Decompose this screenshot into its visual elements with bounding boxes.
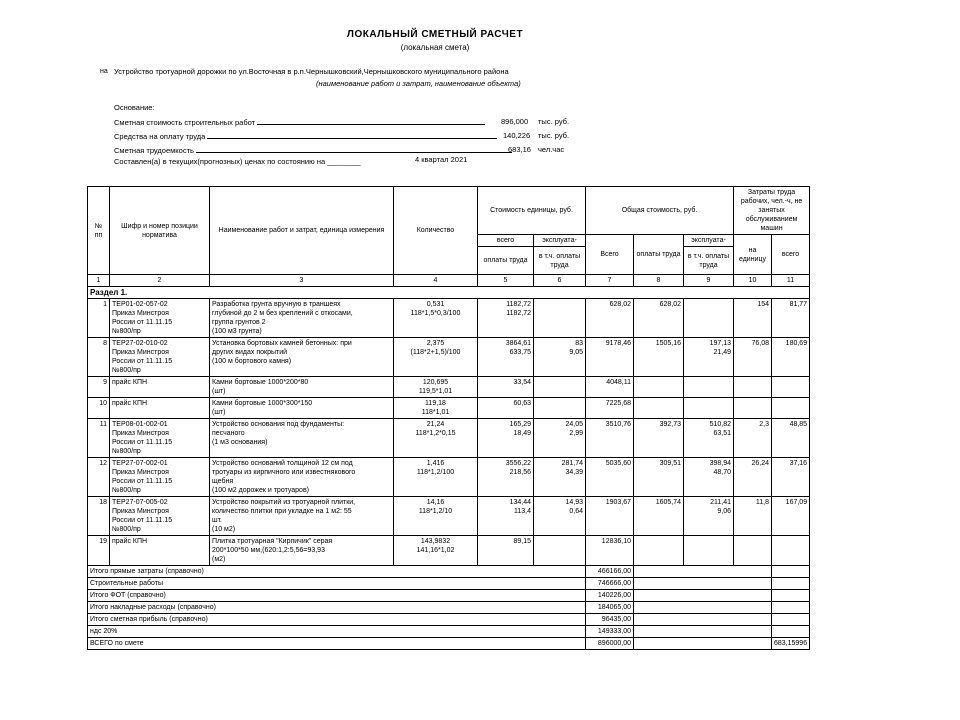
row-qty: 143,9832 141,16*1,02 bbox=[394, 536, 478, 566]
row-total-all: 628,02 bbox=[586, 299, 634, 338]
document-subtitle: (локальная смета) bbox=[400, 43, 470, 52]
row-qty: 120,695 119,5*1,01 bbox=[394, 377, 478, 398]
build-cost-value: 896,000 bbox=[501, 117, 529, 126]
total-row bbox=[88, 602, 810, 614]
total-label: Итого сметная прибыль (справочно) bbox=[88, 614, 586, 626]
row-labor-per-unit: 11,8 bbox=[734, 497, 772, 536]
column-number: 5 bbox=[478, 275, 534, 287]
section-row bbox=[88, 287, 810, 299]
build-cost-label: Сметная стоимость строительных работ bbox=[114, 118, 256, 127]
row-total-all: 9178,46 bbox=[586, 338, 634, 377]
object-name: Устройство тротуарной дорожки по ул.Восточная в р.п.Чернышковский,Чернышковского муниципального района bbox=[114, 67, 509, 76]
header-name: Наименование работ и затрат, единица измерения bbox=[210, 187, 394, 275]
row-code: ТЕР27-07-005-02 Приказ Минстроя России от 11.11.15 №800/пр bbox=[110, 497, 210, 536]
header-labor-per-unit: на единицу bbox=[734, 235, 772, 275]
row-total-operation bbox=[684, 299, 734, 338]
build-cost-unit: тыс. руб. bbox=[538, 117, 570, 126]
column-number: 11 bbox=[772, 275, 810, 287]
row-total-all: 4048,11 bbox=[586, 377, 634, 398]
row-total-operation: 510,82 63,51 bbox=[684, 419, 734, 458]
total-labor bbox=[772, 614, 810, 626]
row-total-labor-pay bbox=[634, 536, 684, 566]
column-number: 2 bbox=[110, 275, 210, 287]
total-row bbox=[88, 614, 810, 626]
table-row bbox=[88, 536, 810, 566]
row-total-operation bbox=[684, 536, 734, 566]
row-total-labor-pay bbox=[634, 398, 684, 419]
build-cost-line bbox=[114, 117, 485, 127]
row-code: ТЕР01-02-057-02 Приказ Минстроя России от 11.11.15 №800/пр bbox=[110, 299, 210, 338]
row-total-labor-pay: 628,02 bbox=[634, 299, 684, 338]
table-header-row bbox=[88, 187, 810, 235]
row-number: 10 bbox=[88, 398, 110, 419]
row-name: Плитка тротуарная "Кирпичик" серая 200*100*50 мм,(620:1,2:5,56=93,93 (м2) bbox=[210, 536, 394, 566]
total-labor: 683,15996 bbox=[772, 638, 810, 650]
column-number: 1 bbox=[88, 275, 110, 287]
header-unit-cost: Стоимость единицы, руб. bbox=[478, 187, 586, 235]
row-code: ТЕР27-02-010-02 Приказ Минстроя России от 11.11.15 №800/пр bbox=[110, 338, 210, 377]
row-unit-operation bbox=[534, 299, 586, 338]
column-number: 7 bbox=[586, 275, 634, 287]
table-row bbox=[88, 377, 810, 398]
row-labor-per-unit: 26,24 bbox=[734, 458, 772, 497]
row-unit-total: 134,44 113,4 bbox=[478, 497, 534, 536]
total-empty bbox=[634, 614, 772, 626]
row-unit-operation: 24,05 2,99 bbox=[534, 419, 586, 458]
prices-label: Составлен(а) в текущих(прогнозных) ценах по состоянию на ________ bbox=[114, 157, 361, 166]
row-number: 19 bbox=[88, 536, 110, 566]
row-labor-all bbox=[772, 536, 810, 566]
total-labor bbox=[772, 602, 810, 614]
header-unit-labor-pay: оплаты труда bbox=[478, 247, 534, 275]
row-unit-operation: 281,74 34,39 bbox=[534, 458, 586, 497]
row-code: прайс КПН bbox=[110, 377, 210, 398]
labor-pay-underline bbox=[207, 131, 497, 139]
row-labor-all bbox=[772, 377, 810, 398]
table-row bbox=[88, 338, 810, 377]
total-empty bbox=[634, 602, 772, 614]
total-label: ВСЕГО по смете bbox=[88, 638, 586, 650]
row-qty: 1,416 118*1,2/100 bbox=[394, 458, 478, 497]
row-labor-all bbox=[772, 398, 810, 419]
row-total-all: 3510,76 bbox=[586, 419, 634, 458]
labor-pay-line bbox=[114, 131, 497, 141]
total-labor bbox=[772, 626, 810, 638]
column-number: 4 bbox=[394, 275, 478, 287]
row-unit-total: 89,15 bbox=[478, 536, 534, 566]
labor-pay-label: Средства на оплату труда bbox=[114, 132, 206, 141]
column-number: 10 bbox=[734, 275, 772, 287]
total-value: 184065,00 bbox=[586, 602, 634, 614]
total-row bbox=[88, 578, 810, 590]
column-number-row bbox=[88, 275, 810, 287]
row-labor-per-unit: 154 bbox=[734, 299, 772, 338]
total-label: Строительные работы bbox=[88, 578, 586, 590]
row-total-labor-pay: 1605,74 bbox=[634, 497, 684, 536]
total-value: 140226,00 bbox=[586, 590, 634, 602]
row-total-all: 7225,68 bbox=[586, 398, 634, 419]
row-unit-total: 3864,61 633,75 bbox=[478, 338, 534, 377]
row-unit-total: 60,63 bbox=[478, 398, 534, 419]
total-value: 149333,00 bbox=[586, 626, 634, 638]
row-name: Камни бортовые 1000*300*150 (шт) bbox=[210, 398, 394, 419]
row-total-all: 1903,67 bbox=[586, 497, 634, 536]
header-total-incl-pay: в т.ч. оплаты труда bbox=[684, 247, 734, 275]
column-number: 3 bbox=[210, 275, 394, 287]
labor-pay-value: 140,226 bbox=[503, 131, 531, 140]
object-prefix: на bbox=[100, 68, 108, 75]
row-total-all: 12836,10 bbox=[586, 536, 634, 566]
row-unit-total: 33,54 bbox=[478, 377, 534, 398]
column-number: 6 bbox=[534, 275, 586, 287]
row-qty: 119,18 118*1,01 bbox=[394, 398, 478, 419]
total-row bbox=[88, 638, 810, 650]
header-total-operation: эксплуата- bbox=[684, 235, 734, 247]
row-total-operation: 211,41 9,06 bbox=[684, 497, 734, 536]
total-empty bbox=[634, 566, 772, 578]
total-row bbox=[88, 590, 810, 602]
row-code: ТЕР27-07-002-01 Приказ Минстроя России от 11.11.15 №800/пр bbox=[110, 458, 210, 497]
row-name: Устройство основания под фундаменты: песчаного (1 м3 основания) bbox=[210, 419, 394, 458]
header-total-cost: Общая стоимость, руб. bbox=[586, 187, 734, 235]
table-row bbox=[88, 419, 810, 458]
row-total-labor-pay: 1505,16 bbox=[634, 338, 684, 377]
row-labor-all: 37,16 bbox=[772, 458, 810, 497]
total-label: Итого прямые затраты (справочно) bbox=[88, 566, 586, 578]
row-name: Установка бортовых камней бетонных: при других видах покрытий (100 м бортового камня) bbox=[210, 338, 394, 377]
column-number: 8 bbox=[634, 275, 684, 287]
row-qty: 14,16 118*1,2/10 bbox=[394, 497, 478, 536]
total-labor bbox=[772, 590, 810, 602]
header-qty: Количество bbox=[394, 187, 478, 275]
total-empty bbox=[634, 626, 772, 638]
row-total-operation: 398,94 48,70 bbox=[684, 458, 734, 497]
total-empty bbox=[634, 638, 772, 650]
row-labor-per-unit bbox=[734, 398, 772, 419]
row-code: ТЕР08-01-002-01 Приказ Минстроя России от 11.11.15 №800/пр bbox=[110, 419, 210, 458]
row-labor-all: 167,09 bbox=[772, 497, 810, 536]
section-title: Раздел 1. bbox=[88, 287, 810, 299]
row-number: 18 bbox=[88, 497, 110, 536]
row-name: Разработка грунта вручную в траншеях глубиной до 2 м без креплений с откосами, группа грунтов 2 (100 м3 грунта) bbox=[210, 299, 394, 338]
total-label: Итого накладные расходы (справочно) bbox=[88, 602, 586, 614]
total-labor bbox=[772, 578, 810, 590]
total-value: 96435,00 bbox=[586, 614, 634, 626]
row-total-operation bbox=[684, 398, 734, 419]
row-qty: 21,24 118*1,2*0,15 bbox=[394, 419, 478, 458]
row-code: прайс КПН bbox=[110, 398, 210, 419]
row-labor-all: 180,69 bbox=[772, 338, 810, 377]
labor-hours-label: Сметная трудоемкость bbox=[114, 146, 194, 155]
table-row bbox=[88, 398, 810, 419]
total-empty bbox=[634, 578, 772, 590]
total-row bbox=[88, 566, 810, 578]
row-total-operation: 197,13 21,49 bbox=[684, 338, 734, 377]
labor-hours-value: 683,16 bbox=[508, 145, 531, 154]
row-labor-per-unit: 2,3 bbox=[734, 419, 772, 458]
row-unit-total: 165,29 18,49 bbox=[478, 419, 534, 458]
row-labor-per-unit bbox=[734, 536, 772, 566]
build-cost-underline bbox=[257, 117, 485, 125]
header-total-labor-pay: оплаты труда bbox=[634, 235, 684, 275]
row-number: 11 bbox=[88, 419, 110, 458]
row-total-all: 5035,60 bbox=[586, 458, 634, 497]
total-empty bbox=[634, 590, 772, 602]
object-caption: (наименование работ и затрат, наименование объекта) bbox=[316, 79, 521, 88]
total-value: 896000,00 bbox=[586, 638, 634, 650]
row-name: Камни бортовые 1000*200*80 (шт) bbox=[210, 377, 394, 398]
total-label: ндс 20% bbox=[88, 626, 586, 638]
header-num: № пп bbox=[88, 187, 110, 275]
row-qty: 0,531 118*1,5*0,3/100 bbox=[394, 299, 478, 338]
row-unit-operation bbox=[534, 536, 586, 566]
header-code: Шифр и номер позиции норматива bbox=[110, 187, 210, 275]
row-unit-operation bbox=[534, 398, 586, 419]
row-total-labor-pay bbox=[634, 377, 684, 398]
row-name: Устройство покрытий из тротуарной плитки, количество плитки при укладке на 1 м2: 55 шт. (10 м2) bbox=[210, 497, 394, 536]
row-number: 1 bbox=[88, 299, 110, 338]
table-row bbox=[88, 299, 810, 338]
row-unit-total: 3556,22 218,56 bbox=[478, 458, 534, 497]
row-total-labor-pay: 309,51 bbox=[634, 458, 684, 497]
row-total-operation bbox=[684, 377, 734, 398]
row-number: 9 bbox=[88, 377, 110, 398]
row-unit-operation: 83 9,05 bbox=[534, 338, 586, 377]
row-unit-operation bbox=[534, 377, 586, 398]
total-row bbox=[88, 626, 810, 638]
row-unit-total: 1182,72 1182,72 bbox=[478, 299, 534, 338]
prices-date: 4 квартал 2021 bbox=[415, 155, 468, 164]
row-unit-operation: 14,93 0,64 bbox=[534, 497, 586, 536]
row-labor-per-unit bbox=[734, 377, 772, 398]
row-number: 12 bbox=[88, 458, 110, 497]
header-labor-all: всего bbox=[772, 235, 810, 275]
header-total-all: Всего bbox=[586, 235, 634, 275]
labor-hours-underline bbox=[196, 145, 512, 153]
basis-label: Основание: bbox=[114, 103, 155, 112]
row-total-labor-pay: 392,73 bbox=[634, 419, 684, 458]
row-number: 8 bbox=[88, 338, 110, 377]
labor-pay-unit: тыс. руб. bbox=[538, 131, 570, 140]
total-value: 746666,00 bbox=[586, 578, 634, 590]
row-qty: 2,375 (118*2+1,5)/100 bbox=[394, 338, 478, 377]
row-labor-per-unit: 76,08 bbox=[734, 338, 772, 377]
estimate-table bbox=[87, 186, 810, 650]
header-unit-operation: эксплуата- bbox=[534, 235, 586, 247]
total-labor bbox=[772, 566, 810, 578]
header-labor: Затраты труда рабочих, чел.-ч, не занятых обслуживанием машин bbox=[734, 187, 810, 235]
table-row bbox=[88, 458, 810, 497]
column-number: 9 bbox=[684, 275, 734, 287]
labor-hours-unit: чел.час bbox=[538, 145, 565, 154]
document-title: ЛОКАЛЬНЫЙ СМЕТНЫЙ РАСЧЕТ bbox=[346, 29, 524, 40]
header-unit-incl-pay: в т.ч. оплаты труда bbox=[534, 247, 586, 275]
row-labor-all: 48,85 bbox=[772, 419, 810, 458]
table-row bbox=[88, 497, 810, 536]
row-code: прайс КПН bbox=[110, 536, 210, 566]
row-name: Устройство оснований толщиной 12 см под тротуары из кирпичного или известнякового щебня (100 м2 дорожек и тротуаров) bbox=[210, 458, 394, 497]
row-labor-all: 81,77 bbox=[772, 299, 810, 338]
header-unit-total: всего bbox=[478, 235, 534, 247]
labor-hours-line bbox=[114, 145, 512, 155]
total-label: Итого ФОТ (справочно) bbox=[88, 590, 586, 602]
total-value: 466166,00 bbox=[586, 566, 634, 578]
